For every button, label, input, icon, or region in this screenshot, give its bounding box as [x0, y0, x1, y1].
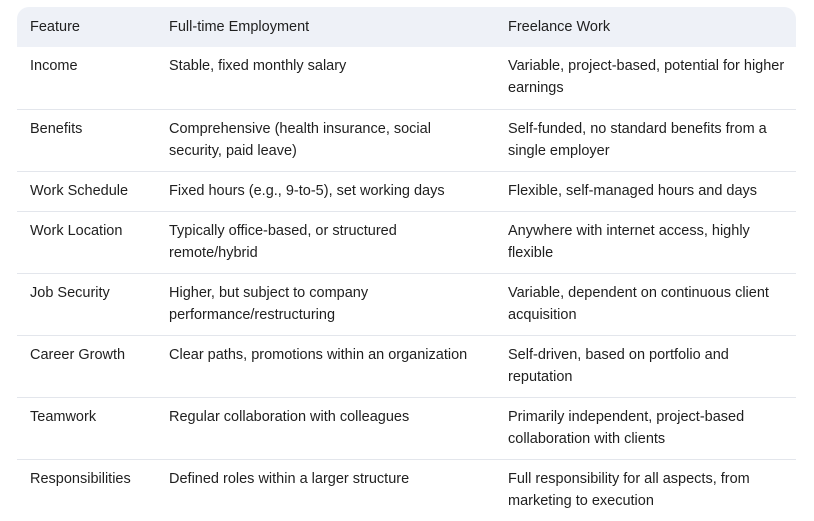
- cell-feature: Income: [17, 47, 156, 109]
- table-row: [17, 273, 796, 335]
- cell-fulltime: Higher, but subject to company performance/restructuring: [156, 273, 495, 335]
- cell-fulltime: Fixed hours (e.g., 9-to-5), set working days: [156, 171, 495, 211]
- cell-fulltime: Stable, fixed monthly salary: [156, 47, 495, 109]
- table-row: [17, 335, 796, 397]
- cell-freelance: Flexible, self-managed hours and days: [495, 171, 796, 211]
- header-feature: Feature: [30, 19, 80, 35]
- cell-fulltime: Comprehensive (health insurance, social security, paid leave): [156, 109, 495, 171]
- table-row: [17, 459, 796, 521]
- cell-feature: Work Schedule: [17, 171, 156, 211]
- cell-feature: Teamwork: [17, 397, 156, 459]
- cell-fulltime: Typically office-based, or structured remote/hybrid: [156, 211, 495, 273]
- table-row: [17, 109, 796, 171]
- cell-freelance: Variable, dependent on continuous client acquisition: [495, 273, 796, 335]
- table-row: [17, 47, 796, 109]
- cell-freelance: Primarily independent, project-based collaboration with clients: [495, 397, 796, 459]
- cell-feature: Responsibilities: [30, 470, 131, 487]
- header-fulltime: Full-time Employment: [169, 19, 310, 35]
- cell-feature: Career Growth: [17, 335, 156, 397]
- cell-freelance: Full responsibility for all aspects, from marketing to execution: [508, 470, 750, 509]
- cell-freelance: Variable, project-based, potential for higher earnings: [495, 47, 796, 109]
- cell-fulltime: Defined roles within a larger structure: [169, 470, 410, 487]
- header-freelance: Freelance Work: [508, 19, 611, 35]
- cell-freelance: Self-funded, no standard benefits from a single employer: [495, 109, 796, 171]
- table-row: [17, 397, 796, 459]
- cell-feature: Job Security: [17, 273, 156, 335]
- table-row: [17, 211, 796, 273]
- cell-freelance: Anywhere with internet access, highly flexible: [495, 211, 796, 273]
- cell-feature: Benefits: [17, 109, 156, 171]
- table-row: [17, 171, 796, 211]
- cell-freelance: Self-driven, based on portfolio and reputation: [495, 335, 796, 397]
- cell-feature: Work Location: [17, 211, 156, 273]
- cell-fulltime: Clear paths, promotions within an organization: [156, 335, 495, 397]
- table-header-row: [17, 7, 796, 47]
- comparison-table: [17, 7, 796, 521]
- cell-fulltime: Regular collaboration with colleagues: [156, 397, 495, 459]
- comparison-table-container: [17, 7, 796, 521]
